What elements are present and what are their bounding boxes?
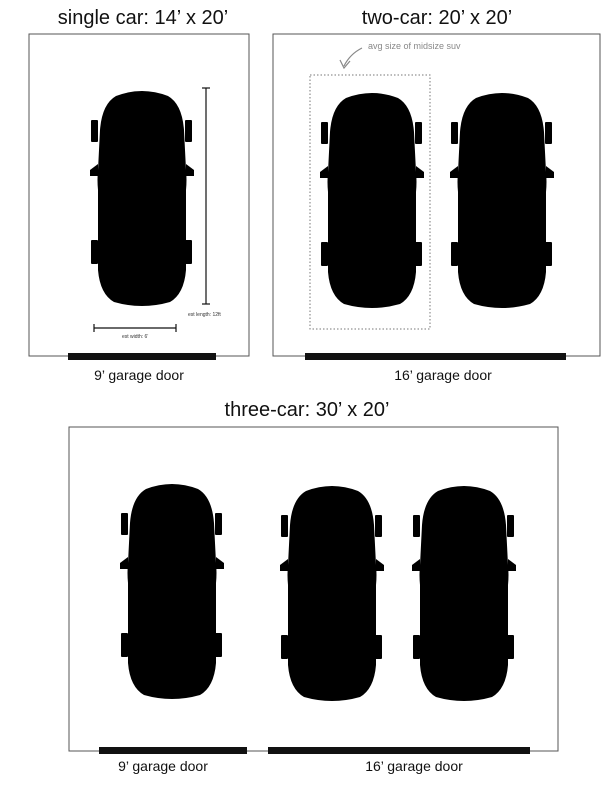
width-dimension: [94, 324, 176, 332]
est-width-label: est width: 6’: [122, 334, 149, 340]
two-car-vehicle-left: [320, 93, 424, 308]
two-car-vehicle-right: [450, 93, 554, 308]
three-car-vehicle-1: [120, 484, 224, 699]
three-door-right-label: 16’ garage door: [365, 758, 463, 774]
three-car-title: three-car: 30’ x 20’: [224, 399, 390, 421]
length-dimension: [202, 88, 210, 304]
single-garage-door: [68, 353, 216, 360]
suv-note: avg size of midsize suv: [368, 41, 461, 51]
two-car-title: two-car: 20’ x 20’: [361, 7, 513, 29]
three-garage-door-left: [99, 747, 247, 754]
est-length-label: est length: 12ft: [188, 312, 221, 318]
two-car-garage-outline: [273, 34, 600, 356]
single-car-vehicle: [90, 91, 194, 306]
three-car-vehicle-2: [280, 486, 384, 701]
three-car-vehicle-3: [412, 486, 516, 701]
three-door-left-label: 9’ garage door: [118, 758, 208, 774]
single-door-label: 9’ garage door: [94, 367, 184, 383]
two-door-label: 16’ garage door: [394, 367, 492, 383]
suv-note-arrow: [340, 48, 362, 68]
single-car-title: single car: 14’ x 20’: [57, 7, 229, 29]
three-garage-door-right: [268, 747, 530, 754]
two-garage-door: [305, 353, 566, 360]
